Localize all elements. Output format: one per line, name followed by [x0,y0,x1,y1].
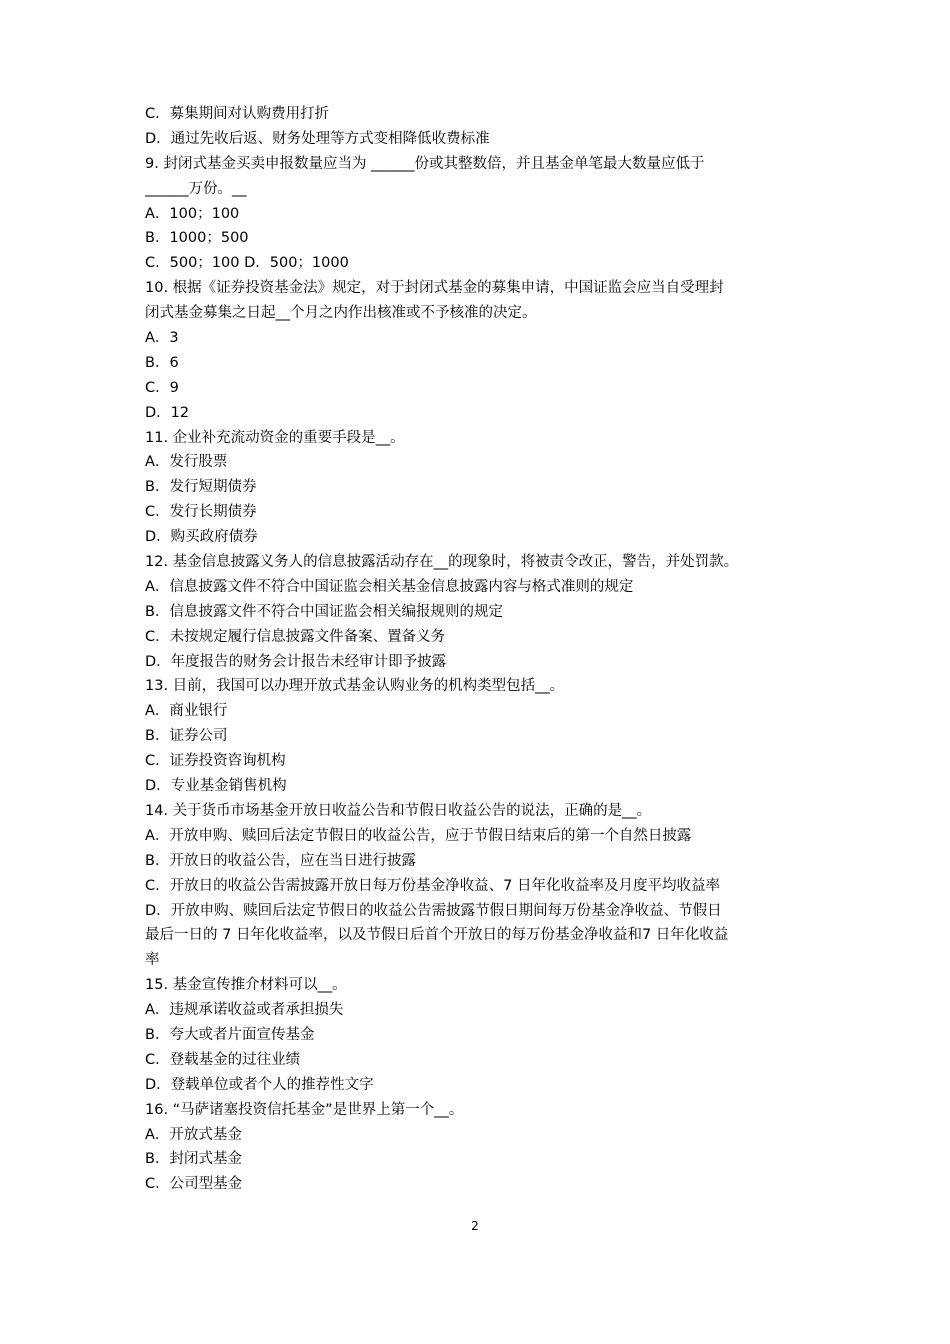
text-line: D．开放申购、赎回后法定节假日的收益公告需披露节假日期间每万份基金净收益、节假日 [145,902,722,919]
text-line: C．登载基金的过往业绩 [145,1051,301,1068]
text-line: C．开放日的收益公告需披露开放日每万份基金净收益、7 日年化收益率及月度平均收益率 [145,877,720,894]
text-line: C．发行长期债券 [145,504,257,521]
text-line: A．开放申购、赎回后法定节假日的收益公告，应于节假日结束后的第一个自然日披露 [145,827,692,844]
text-line: A．3 [145,330,179,347]
text-line: 率 [145,952,160,969]
text-line: B．夸大或者片面宣传基金 [145,1026,315,1043]
text-line: B．信息披露文件不符合中国证监会相关编报规则的规定 [145,603,503,620]
text-line: D．12 [145,404,190,421]
text-line: 16. “马萨诸塞投资信托基金”是世界上第一个__。 [145,1101,464,1118]
text-line: D．专业基金销售机构 [145,778,287,795]
text-line: D．登载单位或者个人的推荐性文字 [145,1076,374,1093]
text-line: A．违规承诺收益或者承担损失 [145,1002,344,1019]
text-line: 9. 封闭式基金买卖申报数量应当为 ______份或其整数倍，并且基金单笔最大数量应低于 [145,155,705,172]
text-line: A．信息披露文件不符合中国证监会相关基金信息披露内容与格式准则的规定 [145,578,634,595]
page-number: 2 [471,1219,479,1233]
text-line: B．1000；500 [145,230,249,247]
text-line: A．100；100 [145,205,240,222]
text-line: ______万份。__ [145,180,247,197]
text-line: A．发行股票 [145,454,228,471]
text-line: 11. 企业补充流动资金的重要手段是__。 [145,429,405,446]
question-text [145,102,815,1197]
text-line: A．商业银行 [145,703,228,720]
text-line: 最后一日的 7 日年化收益率，以及节假日后首个开放日的每万份基金净收益和7 日年化收益 [145,927,729,944]
text-line: 15. 基金宣传推介材料可以__。 [145,977,347,994]
text-line: C．9 [145,379,179,396]
text-line: A．开放式基金 [145,1126,242,1143]
text-line: D．购买政府债券 [145,529,258,546]
text-line: C．证券投资咨询机构 [145,753,286,770]
text-line: 14. 关于货币市场基金开放日收益公告和节假日收益公告的说法，正确的是__。 [145,802,652,819]
text-line: B．开放日的收益公告，应在当日进行披露 [145,852,416,869]
text-line: C．募集期间对认购费用打折 [145,106,330,122]
text-line: B．发行短期债券 [145,479,257,496]
text-line: 10. 根据《证券投资基金法》规定，对于封闭式基金的募集申请，中国证监会应当自受理封 [145,280,724,297]
text-line: B．封闭式基金 [145,1151,242,1168]
text-line: C．公司型基金 [145,1176,243,1193]
text-line: B．证券公司 [145,728,228,745]
text-line: D．年度报告的财务会计报告未经审计即予披露 [145,653,447,670]
text-line: C．未按规定履行信息披露文件备案、置备义务 [145,628,446,645]
text-line: C．500；100 D．500；1000 [145,255,349,272]
text-line: D．通过先收后返、财务处理等方式变相降低收费标准 [145,130,490,147]
text-line: 13. 目前，我国可以办理开放式基金认购业务的机构类型包括__。 [145,678,565,695]
text-line: B．6 [145,354,179,371]
text-line: 闭式基金募集之日起__个月之内作出核准或不予核准的决定。 [145,305,537,322]
text-line: 12. 基金信息披露义务人的信息披露活动存在__的现象时，将被责令改正，警告，并处罚款。 [145,554,739,571]
